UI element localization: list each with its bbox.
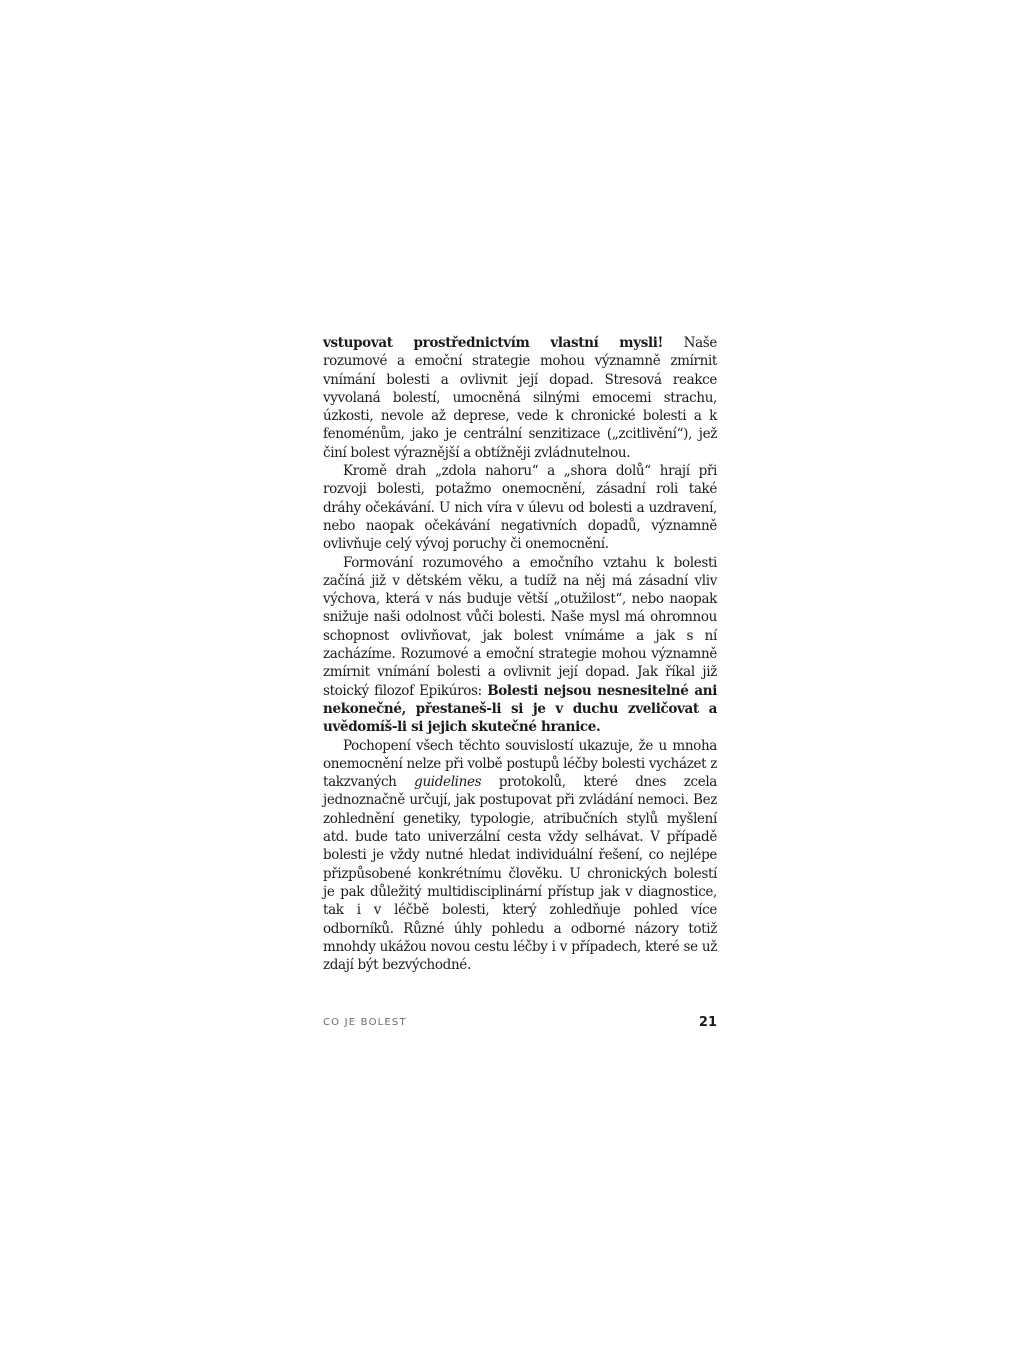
text-run: Naše rozumové a emoční strategie mohou významně zmírnit vnímání bolesti a ovlivnit její dopad. Stresová reakce vyvolaná bolestí, umocněná silnými emocemi strachu, úzkosti, nevole až deprese, vede k chronické bolesti a k fenoménům, jako je centrální senzitizace („zcitlivění“), jež činí bolest výraznější a obtížněji zvládnutelnou.: [323, 335, 717, 461]
body-text: [323, 334, 717, 974]
paragraph: [323, 334, 717, 462]
page-number: 21: [698, 1015, 717, 1030]
text-run: Kromě drah „zdola nahoru“ a „shora dolů“ hrají při rozvoji bolesti, potažmo onemocnění, zásadní roli také dráhy očekávání. U nich víra v úlevu od bolesti a uzdravení, nebo naopak očekávání negativních dopadů, významně ovlivňuje celý vývoj poruchy či onemocnění.: [323, 463, 717, 553]
paragraph: [323, 737, 717, 975]
emphasized-text: Bolesti nejsou nesnesitelné ani nekonečné, přestaneš-li si je v duchu zveličovat a uvědomíš-li si jejich skutečné hranice.: [323, 682, 717, 736]
emphasized-text: vstupovat prostřednictvím vlastní mysli!: [323, 335, 664, 351]
italic-text: guidelines: [414, 774, 482, 791]
paragraph: [323, 554, 717, 737]
page-footer: [323, 1015, 717, 1033]
text-run: protokolů, které dnes zcela jednoznačně určují, jak postupovat při zvládání nemoci. Bez zohlednění genetiky, typologie, atribučních stylů myšlení atd. bude tato univerzální cesta vždy selhávat. V případě bolesti je vždy nutné hledat individuální řešení, co nejlépe přizpůsobené konkrétnímu člověku. U chronických bolestí je pak důležitý multidisciplinární přístup jak v diagnostice, tak i v léčbě bolesti, který zohledňuje pohled více odborníků. Různé úhly pohledu a odborné názory totiž mnohdy ukážou novou cestu léčby i v případech, které se už zdají být bezvýchodné.: [323, 774, 718, 974]
text-run: Formování rozumového a emočního vztahu k bolesti začíná již v dětském věku, a tudíž na něj má zásadní vliv výchova, která v nás buduje větší „otužilost“, nebo naopak snižuje naši odolnost vůči bolesti. Naše mysl má ohromnou schopnost ovlivňovat, jak bolest vnímáme a jak s ní zacházíme. Rozumové a emoční strategie mohou významně zmírnit vnímání bolesti a ovlivnit její dopad. Jak říkal již stoický filozof Epikúros:: [323, 554, 717, 699]
running-head: CO JE BOLEST: [323, 1017, 407, 1028]
text-run: Pochopení všech těchto souvislostí ukazuje, že u mnoha onemocnění nelze při volbě postupů léčby bolesti vycházet z takzvaných: [323, 737, 717, 791]
paragraph: [323, 462, 717, 553]
